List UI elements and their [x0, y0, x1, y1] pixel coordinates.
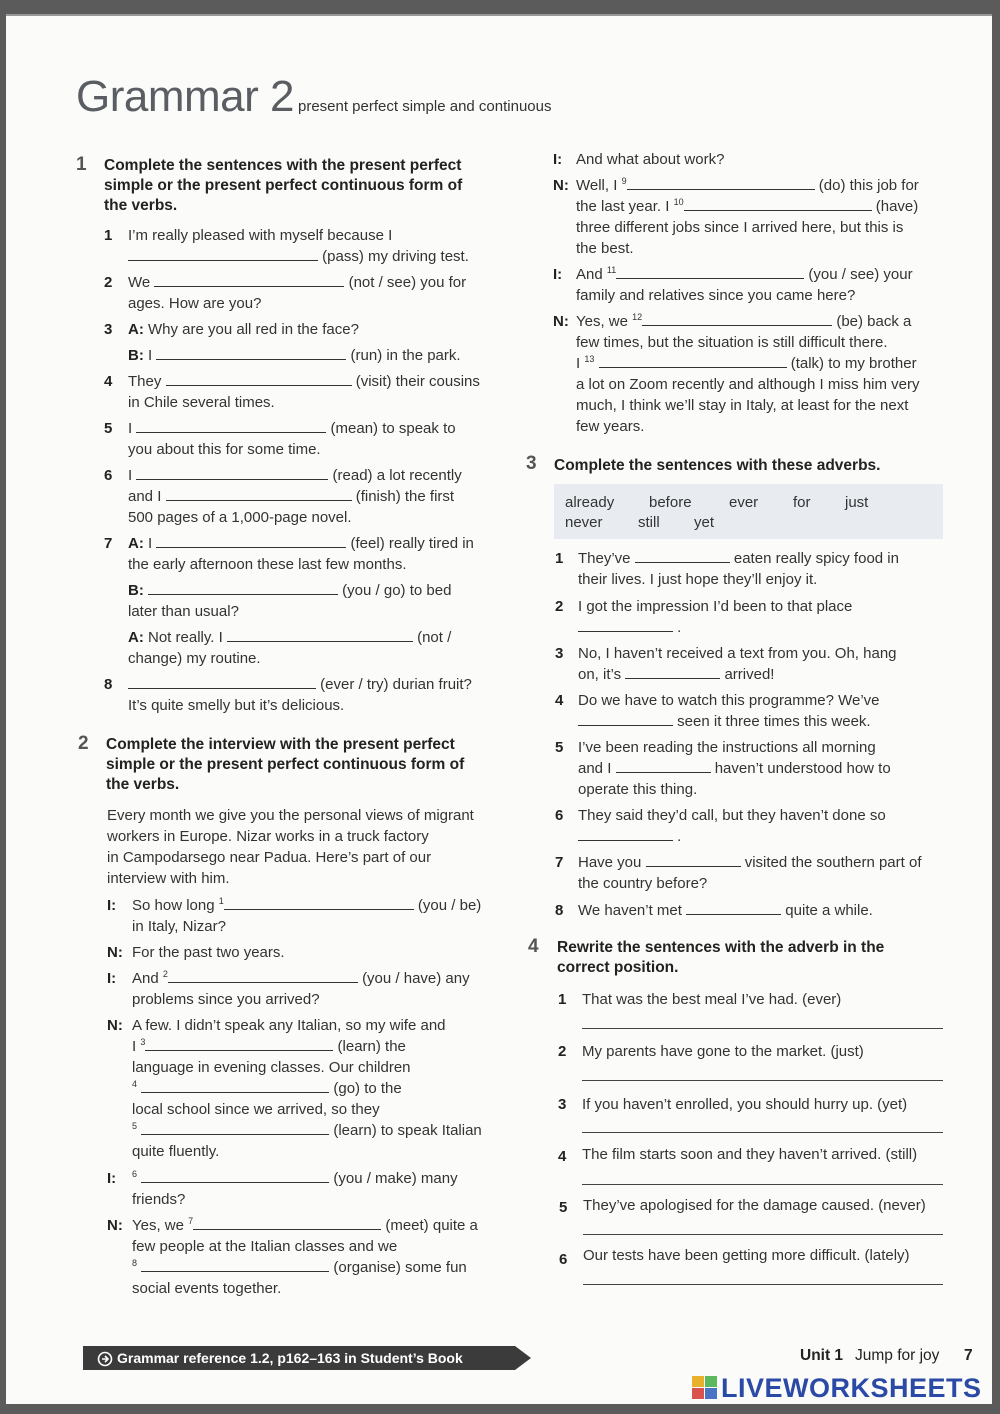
item-text: I — [148, 347, 153, 364]
item-number: 2 — [555, 598, 564, 615]
speaker-label: A: — [128, 535, 144, 552]
item-number: 6 — [104, 467, 113, 484]
item-text: The film starts soon and they haven’t arrived. (still) — [582, 1146, 918, 1163]
answer-blank[interactable] — [684, 197, 872, 211]
unit-label: Unit 1 — [800, 1347, 844, 1364]
interview-line — [132, 1257, 467, 1278]
title-text: Grammar 2 — [76, 72, 294, 121]
speaker-label: I: — [107, 897, 117, 914]
gap-number: 12 — [632, 312, 643, 322]
answer-blank[interactable] — [616, 759, 711, 773]
item-text: They’ve apologised for the damage caused. (never) — [583, 1197, 926, 1214]
gap-number: 1 — [218, 896, 224, 906]
item-text: operate this thing. — [578, 781, 698, 798]
heading-line: simple or the present perfect continuous form of — [104, 177, 463, 194]
answer-blank[interactable] — [148, 581, 338, 595]
item-line — [578, 664, 774, 685]
heading-line: simple or the present perfect continuous form of — [106, 756, 465, 773]
item-number: 1 — [104, 227, 113, 244]
exercise-3-heading: Complete the sentences with these adverbs. — [554, 457, 881, 474]
interview-line — [576, 353, 917, 374]
item-text: the last year. I — [576, 198, 670, 215]
speaker-label: I: — [553, 266, 563, 283]
item-number: 6 — [559, 1251, 568, 1268]
heading-line: correct position. — [557, 959, 679, 976]
item-line — [128, 533, 474, 554]
item-text: It’s quite smelly but it’s delicious. — [128, 697, 345, 714]
answer-line[interactable] — [582, 1132, 943, 1133]
item-text: A few. I didn’t speak any Italian, so my wife and — [132, 1017, 446, 1034]
item-text: (learn) to speak Italian — [333, 1122, 482, 1139]
item-text: (finish) the first — [355, 488, 455, 505]
exercise-4-number: 4 — [528, 936, 539, 957]
item-text: 500 pages of a 1,000-page novel. — [128, 509, 352, 526]
item-text: (do) this job for — [818, 177, 919, 194]
gap-number: 2 — [162, 969, 168, 979]
item-text: the best. — [576, 240, 634, 257]
adverb-word: ever — [729, 494, 759, 511]
gap-number: 3 — [140, 1037, 146, 1047]
item-number: 2 — [558, 1043, 567, 1060]
item-number: 3 — [104, 321, 113, 338]
item-line — [128, 319, 359, 340]
item-text: few years. — [576, 418, 645, 435]
item-line — [578, 548, 899, 569]
answer-blank[interactable] — [141, 1169, 329, 1183]
interview-line — [576, 311, 911, 332]
item-number: 2 — [104, 274, 113, 291]
answer-blank[interactable] — [227, 628, 413, 642]
item-text: And — [132, 970, 159, 987]
item-text: They — [128, 373, 162, 390]
item-text: seen it three times this week. — [677, 713, 871, 730]
item-text: visited the southern part of — [744, 854, 922, 871]
gap-number: 5 — [132, 1121, 138, 1131]
item-text: My parents have gone to the market. (just) — [582, 1043, 864, 1060]
item-line — [578, 826, 681, 847]
answer-line[interactable] — [582, 1028, 943, 1029]
speaker-label: I: — [107, 1170, 117, 1187]
item-text: (you / go) to bed — [342, 582, 452, 599]
answer-blank[interactable] — [686, 901, 781, 915]
item-text: So how long — [132, 897, 215, 914]
item-text: you about this for some time. — [128, 441, 321, 458]
gap-number: 4 — [132, 1079, 138, 1089]
page-title — [76, 72, 551, 122]
item-text: problems since you arrived? — [132, 991, 320, 1008]
exercise-3-number: 3 — [526, 453, 537, 474]
gap-number: 7 — [188, 1216, 194, 1226]
item-text: They said they’d call, but they haven’t done so — [578, 807, 886, 824]
answer-blank[interactable] — [625, 665, 720, 679]
item-line — [128, 674, 472, 695]
answer-blank[interactable] — [136, 419, 326, 433]
exercise-4-heading — [557, 938, 884, 978]
heading-line: Complete the interview with the present perfect — [106, 736, 455, 753]
exercise-1-heading — [104, 156, 462, 216]
answer-blank[interactable] — [193, 1216, 381, 1230]
interview-line — [132, 895, 481, 916]
item-line — [128, 246, 469, 267]
item-number: 7 — [104, 535, 113, 552]
heading-line: Complete the sentences with the present perfect — [104, 157, 462, 174]
heading-line: Rewrite the sentences with the adverb in the — [557, 939, 885, 956]
item-text: And — [576, 266, 603, 283]
item-line — [578, 617, 681, 638]
interview-line — [132, 1168, 458, 1189]
answer-blank[interactable] — [166, 372, 352, 386]
adverb-box — [554, 484, 943, 539]
adverb-word: already — [565, 494, 615, 511]
intro-line: in Campodarsego near Padua. Here’s part of our — [107, 849, 432, 866]
interview-line — [576, 196, 918, 217]
item-text: (have) — [875, 198, 919, 215]
item-number: 4 — [104, 373, 113, 390]
answer-blank[interactable] — [156, 346, 346, 360]
item-text: later than usual? — [128, 603, 239, 620]
item-text: I — [132, 1038, 137, 1055]
watermark-text: LIVEWORKSHEETS — [721, 1373, 982, 1403]
answer-line[interactable] — [583, 1234, 943, 1235]
item-text: quite fluently. — [132, 1143, 220, 1160]
item-number: 6 — [555, 807, 564, 824]
item-text: much, I think we’ll stay in Italy, at least for the next — [576, 397, 909, 414]
item-text: (pass) my driving test. — [322, 248, 469, 265]
answer-blank[interactable] — [166, 487, 352, 501]
item-text: arrived! — [724, 666, 775, 683]
item-text: I’m really pleased with myself because I — [128, 227, 393, 244]
interview-line — [132, 1120, 482, 1141]
item-text: (not / — [417, 629, 452, 646]
item-number: 5 — [559, 1199, 568, 1216]
item-text: We haven’t met — [578, 902, 682, 919]
item-text: For the past two years. — [132, 944, 285, 961]
item-text: (organise) some fun — [333, 1259, 467, 1276]
item-text: ages. How are you? — [128, 295, 262, 312]
answer-line[interactable] — [582, 1080, 943, 1081]
item-line — [128, 627, 451, 648]
item-text: Why are you all red in the face? — [148, 321, 359, 338]
item-text: Our tests have been getting more difficult. (lately) — [583, 1247, 910, 1264]
item-line — [128, 345, 461, 366]
answer-blank[interactable] — [136, 466, 328, 480]
item-text: (you / have) any — [362, 970, 470, 987]
adverb-word: just — [845, 494, 869, 511]
item-number: 3 — [558, 1096, 567, 1113]
adverb-word: still — [638, 514, 660, 531]
item-text: I’ve been reading the instructions all morning — [578, 739, 876, 756]
item-line — [128, 272, 466, 293]
speaker-label: N: — [107, 1217, 123, 1234]
worksheet-page — [6, 14, 992, 1404]
item-line — [128, 371, 480, 392]
gap-number: 6 — [132, 1169, 138, 1179]
scan-edge — [6, 14, 992, 16]
answer-blank[interactable] — [141, 1258, 329, 1272]
item-number: 3 — [555, 645, 564, 662]
answer-blank[interactable] — [578, 827, 673, 841]
item-text: in Italy, Nizar? — [132, 918, 226, 935]
gap-number: 13 — [584, 354, 595, 364]
adverb-word: yet — [694, 514, 715, 531]
item-text: few people at the Italian classes and we — [132, 1238, 398, 1255]
answer-blank[interactable] — [141, 1121, 329, 1135]
item-text: on, it’s — [578, 666, 622, 683]
item-text: the early afternoon these last few months. — [128, 556, 407, 573]
item-text: I — [128, 420, 133, 437]
speaker-label: N: — [553, 313, 569, 330]
adverb-word: before — [649, 494, 692, 511]
item-text: social events together. — [132, 1280, 282, 1297]
gap-number: 11 — [606, 265, 617, 275]
intro-line: Every month we give you the personal views of migrant — [107, 807, 474, 824]
item-text: (you / make) many — [333, 1170, 458, 1187]
item-text: (not / see) you for — [348, 274, 467, 291]
exercise-2-number: 2 — [78, 733, 89, 754]
speaker-label: A: — [128, 629, 144, 646]
item-text: (run) in the park. — [350, 347, 461, 364]
item-text: No, I haven’t received a text from you. Oh, hang — [578, 645, 897, 662]
item-text: Yes, we — [576, 313, 628, 330]
reference-arrow-icon — [97, 1351, 113, 1367]
heading-line: the verbs. — [104, 197, 178, 214]
item-text: (mean) to speak to — [330, 420, 456, 437]
gap-number: 8 — [132, 1258, 138, 1268]
speaker-label: A: — [128, 321, 144, 338]
item-text: (you / be) — [417, 897, 482, 914]
item-text: Not really. I — [148, 629, 223, 646]
interview-line — [132, 1215, 478, 1236]
speaker-label: I: — [107, 970, 117, 987]
item-text: (feel) really tired in — [350, 535, 474, 552]
answer-blank[interactable] — [646, 853, 741, 867]
answer-blank[interactable] — [168, 969, 358, 983]
item-text: I — [148, 535, 153, 552]
item-text: . — [677, 619, 682, 636]
reference-text: Grammar reference 1.2, p162–163 in Student’s Book — [117, 1350, 463, 1366]
item-text: I got the impression I’d been to that place — [578, 598, 853, 615]
answer-blank[interactable] — [627, 176, 815, 190]
answer-blank[interactable] — [154, 273, 344, 287]
answer-blank[interactable] — [141, 1079, 329, 1093]
liveworksheets-logo-icon — [692, 1376, 718, 1400]
answer-blank[interactable] — [578, 712, 673, 726]
answer-blank[interactable] — [145, 1037, 333, 1051]
item-text: change) my routine. — [128, 650, 261, 667]
gap-number: 9 — [621, 176, 627, 186]
item-text: haven’t understood how to — [714, 760, 891, 777]
item-text: language in evening classes. Our children — [132, 1059, 411, 1076]
speaker-label: B: — [128, 347, 144, 364]
item-text: their lives. I just hope they’ll enjoy it. — [578, 571, 818, 588]
item-text: (ever / try) durian fruit? — [320, 676, 472, 693]
item-line — [578, 900, 873, 921]
interview-line — [132, 1036, 406, 1057]
answer-blank[interactable] — [642, 312, 832, 326]
heading-line: the verbs. — [106, 776, 180, 793]
item-text: the country before? — [578, 875, 708, 892]
intro-line: workers in Europe. Nizar works in a truck factory — [107, 828, 429, 845]
item-number: 4 — [555, 692, 564, 709]
item-line — [128, 465, 462, 486]
exercise-2-heading — [106, 735, 464, 795]
item-text: (visit) their cousins — [355, 373, 480, 390]
item-number: 7 — [555, 854, 564, 871]
adverb-word: never — [565, 514, 603, 531]
gap-number: 10 — [673, 197, 684, 207]
item-text: (learn) the — [337, 1038, 406, 1055]
speaker-label: I: — [553, 151, 563, 168]
banner-arrow-tip — [515, 1346, 531, 1370]
page-number: 7 — [964, 1347, 973, 1364]
item-text: friends? — [132, 1191, 186, 1208]
answer-line[interactable] — [582, 1184, 943, 1185]
item-number: 5 — [104, 420, 113, 437]
item-number: 5 — [555, 739, 564, 756]
intro-line: interview with him. — [107, 870, 230, 887]
item-text: and I — [128, 488, 162, 505]
unit-title: Jump for joy — [855, 1347, 940, 1364]
answer-blank[interactable] — [128, 675, 316, 689]
item-text: (read) a lot recently — [332, 467, 462, 484]
interview-line — [132, 1078, 402, 1099]
item-text: I — [576, 355, 581, 372]
item-text: and I — [578, 760, 612, 777]
item-text: Have you — [578, 854, 642, 871]
item-text: I — [128, 467, 133, 484]
answer-blank[interactable] — [224, 896, 414, 910]
interview-line — [132, 968, 470, 989]
item-text: That was the best meal I’ve had. (ever) — [582, 991, 842, 1008]
speaker-label: N: — [553, 177, 569, 194]
item-number: 1 — [558, 991, 567, 1008]
item-text: (you / see) your — [808, 266, 913, 283]
item-text: Well, I — [576, 177, 618, 194]
item-text: Yes, we — [132, 1217, 184, 1234]
item-number: 8 — [104, 676, 113, 693]
item-text: We — [128, 274, 151, 291]
item-text: If you haven’t enrolled, you should hurry up. (yet) — [582, 1096, 908, 1113]
item-text: quite a while. — [785, 902, 873, 919]
subtitle-text: present perfect simple and continuous — [297, 98, 552, 115]
exercise-1-number: 1 — [76, 154, 87, 175]
item-text: Do we have to watch this programme? We’ve — [578, 692, 880, 709]
interview-line — [576, 175, 919, 196]
adverb-word: for — [793, 494, 811, 511]
item-number: 4 — [558, 1148, 567, 1165]
item-text: family and relatives since you came here? — [576, 287, 856, 304]
item-text: (go) to the — [333, 1080, 402, 1097]
liveworksheets-watermark — [692, 1373, 982, 1404]
answer-blank[interactable] — [156, 534, 346, 548]
item-text: . — [677, 828, 682, 845]
answer-blank[interactable] — [599, 354, 787, 368]
item-number: 8 — [555, 902, 564, 919]
speaker-label: N: — [107, 1017, 123, 1034]
answer-line[interactable] — [583, 1284, 943, 1285]
item-line — [578, 711, 871, 732]
item-text: in Chile several times. — [128, 394, 275, 411]
interview-intro — [107, 805, 474, 889]
item-text: eaten really spicy food in — [733, 550, 899, 567]
item-line — [578, 852, 922, 873]
speaker-label: N: — [107, 944, 123, 961]
item-line — [128, 418, 456, 439]
interview-line — [576, 264, 913, 285]
answer-blank[interactable] — [635, 549, 730, 563]
item-line — [128, 580, 451, 601]
item-text: And what about work? — [576, 151, 725, 168]
speaker-label: B: — [128, 582, 144, 599]
answer-blank[interactable] — [616, 265, 804, 279]
item-text: three different jobs since I arrived here, but this is — [576, 219, 904, 236]
item-text: They’ve — [578, 550, 631, 567]
answer-blank[interactable] — [128, 247, 318, 261]
item-text: (talk) to my brother — [790, 355, 917, 372]
item-text: local school since we arrived, so they — [132, 1101, 380, 1118]
item-number: 1 — [555, 550, 564, 567]
answer-blank[interactable] — [578, 618, 673, 632]
item-line — [578, 758, 891, 779]
item-text: (be) back a — [836, 313, 912, 330]
item-text: few times, but the situation is still difficult there. — [576, 334, 888, 351]
item-text: (meet) quite a — [385, 1217, 478, 1234]
item-text: a lot on Zoom recently and although I miss him very — [576, 376, 920, 393]
item-line — [128, 486, 454, 507]
grammar-reference-banner — [83, 1346, 515, 1370]
